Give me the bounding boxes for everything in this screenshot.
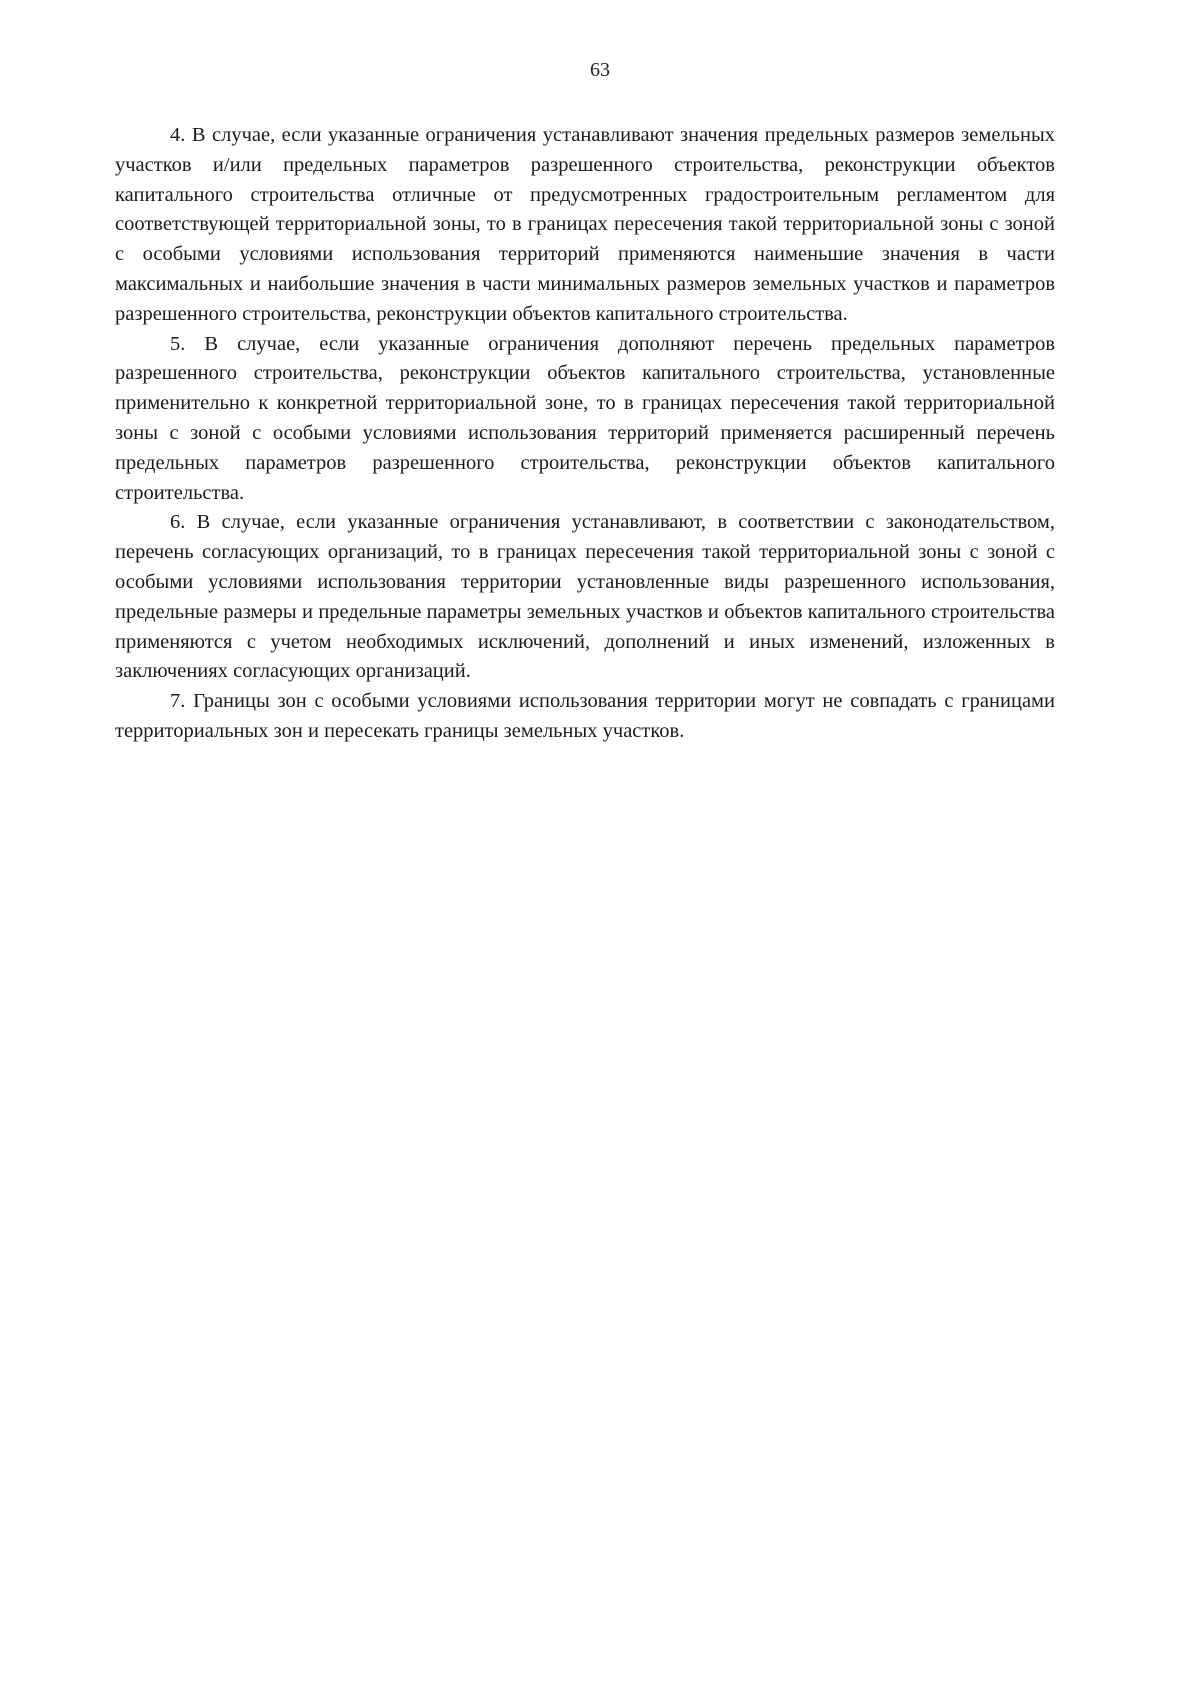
paragraph-7: 7. Границы зон с особыми условиями использования территории могут не совпадать с границами территориальных зон и пересекать границы земельных участков. — [115, 690, 1055, 742]
paragraph-6: 6. В случае, если указанные ограничения устанавливают, в соответствии с законодательством, перечень согласующих организаций, то в границах пересечения такой территориальной зоны с зоной с особыми условиями использования территории установленные виды разрешенного использования, предельные размеры и предельные параметры земельных участков и объектов капитального строительства применяются с учетом необходимых исключений, дополнений и иных изменений, изложенных в заключениях согласующих организаций. — [115, 511, 1055, 683]
paragraph-4: 4. В случае, если указанные ограничения устанавливают значения предельных размеров земельных участков и/или предельных параметров разрешенного строительства, реконструкции объектов капитального строительства отличные от предусмотренных градостроительным регламентом для соответствующей территориальной зоны, то в границах пересечения такой территориальной зоны с зоной с особыми условиями использования территорий применяются наименьшие значения в части максимальных и наибольшие значения в части минимальных размеров земельных участков и параметров разрешенного строительства, реконструкции объектов капитального строительства. — [115, 124, 1055, 325]
page-number: 63 — [590, 59, 610, 81]
paragraph-5: 5. В случае, если указанные ограничения дополняют перечень предельных параметров разрешенного строительства, реконструкции объектов капитального строительства, установленные применительно к конкретной территориальной зоне, то в границах пересечения такой территориальной зоны с зоной с особыми условиями использования территорий применяется расширенный перечень предельных параметров разрешенного строительства, реконструкции объектов капитального строительства. — [115, 332, 1055, 504]
document-body — [115, 121, 1055, 747]
